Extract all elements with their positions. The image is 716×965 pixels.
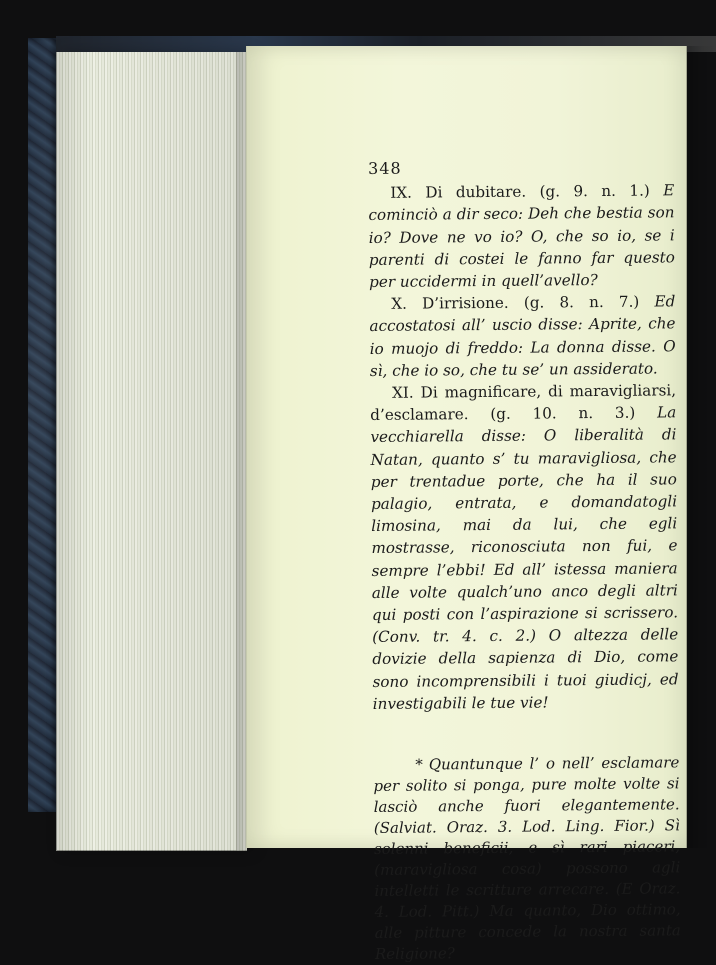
- paragraph-label: XI. Di magnificare, di maravigliarsi, d’esclamare. (g. 10. n. 3.): [370, 381, 677, 425]
- paragraph-label: X. D’irrisione. (g. 8. n. 7.): [391, 292, 640, 314]
- marbled-cover-edge: [28, 38, 58, 812]
- paragraph-quote: E cominciò a dir seco: Deh che bestia son io? Dove ne vo io? O, che so io, se i parenti di costei le fanno far questo per uccidermi in quell’avello?: [368, 181, 675, 292]
- footnote: [373, 752, 681, 965]
- paragraph-ix: [368, 180, 675, 294]
- footnote-text: Quantunque l’ o nell’ esclamare per solito si ponga, pure molte volte si lasciò anche fuori elegantemente. (Salviat. Oraz. 3. Lod. Ling. Fior.) Sì solenni beneficii, e sì rari piaceri, (maravigliosa cosa) possono agli intelletti le scritture arrecare. (E Oraz. 4. Lod. Pitt.) Ma quanto, Dio ottimo, alle pitture concede la nostra santa Religione?: [373, 753, 681, 964]
- paragraph-quote: Ed accostatosi all’ uscio disse: Aprite, che io muojo di freddo: La donna disse. O sì, che io so, che tu se’ un assiderato.: [369, 292, 676, 380]
- paragraph-x: [369, 291, 676, 382]
- paragraph-quote: La vecchiarella disse: O liberalità di Natan, quanto s’ tu maravigliosa, che per trentadue porte, che ha il suo palagio, entrata, e domandatogli limosina, mai da lui, che egli mostrasse, riconosciuta non fui, e sempre l’ebbi! Ed all’ istessa maniera alle volte qualch’uno anco degli altri qui posti con l’aspirazione si scrissero. (Conv. tr. 4. c. 2.) O altezza delle dovizie della sapienza di Dio, come sono incomprensibili i tuoi giudicj, ed investigabili le tue vie!: [370, 403, 679, 713]
- page-text: [368, 155, 681, 965]
- page-block-edges: [56, 52, 247, 851]
- paragraph-xi: [370, 379, 679, 715]
- paragraph-label: IX. Di dubitare. (g. 9. n. 1.): [390, 181, 650, 203]
- footnote-marker: *: [415, 755, 423, 774]
- page-number: 348: [368, 158, 402, 178]
- page-right-shadow: [686, 46, 716, 848]
- section-spacer: [373, 712, 679, 755]
